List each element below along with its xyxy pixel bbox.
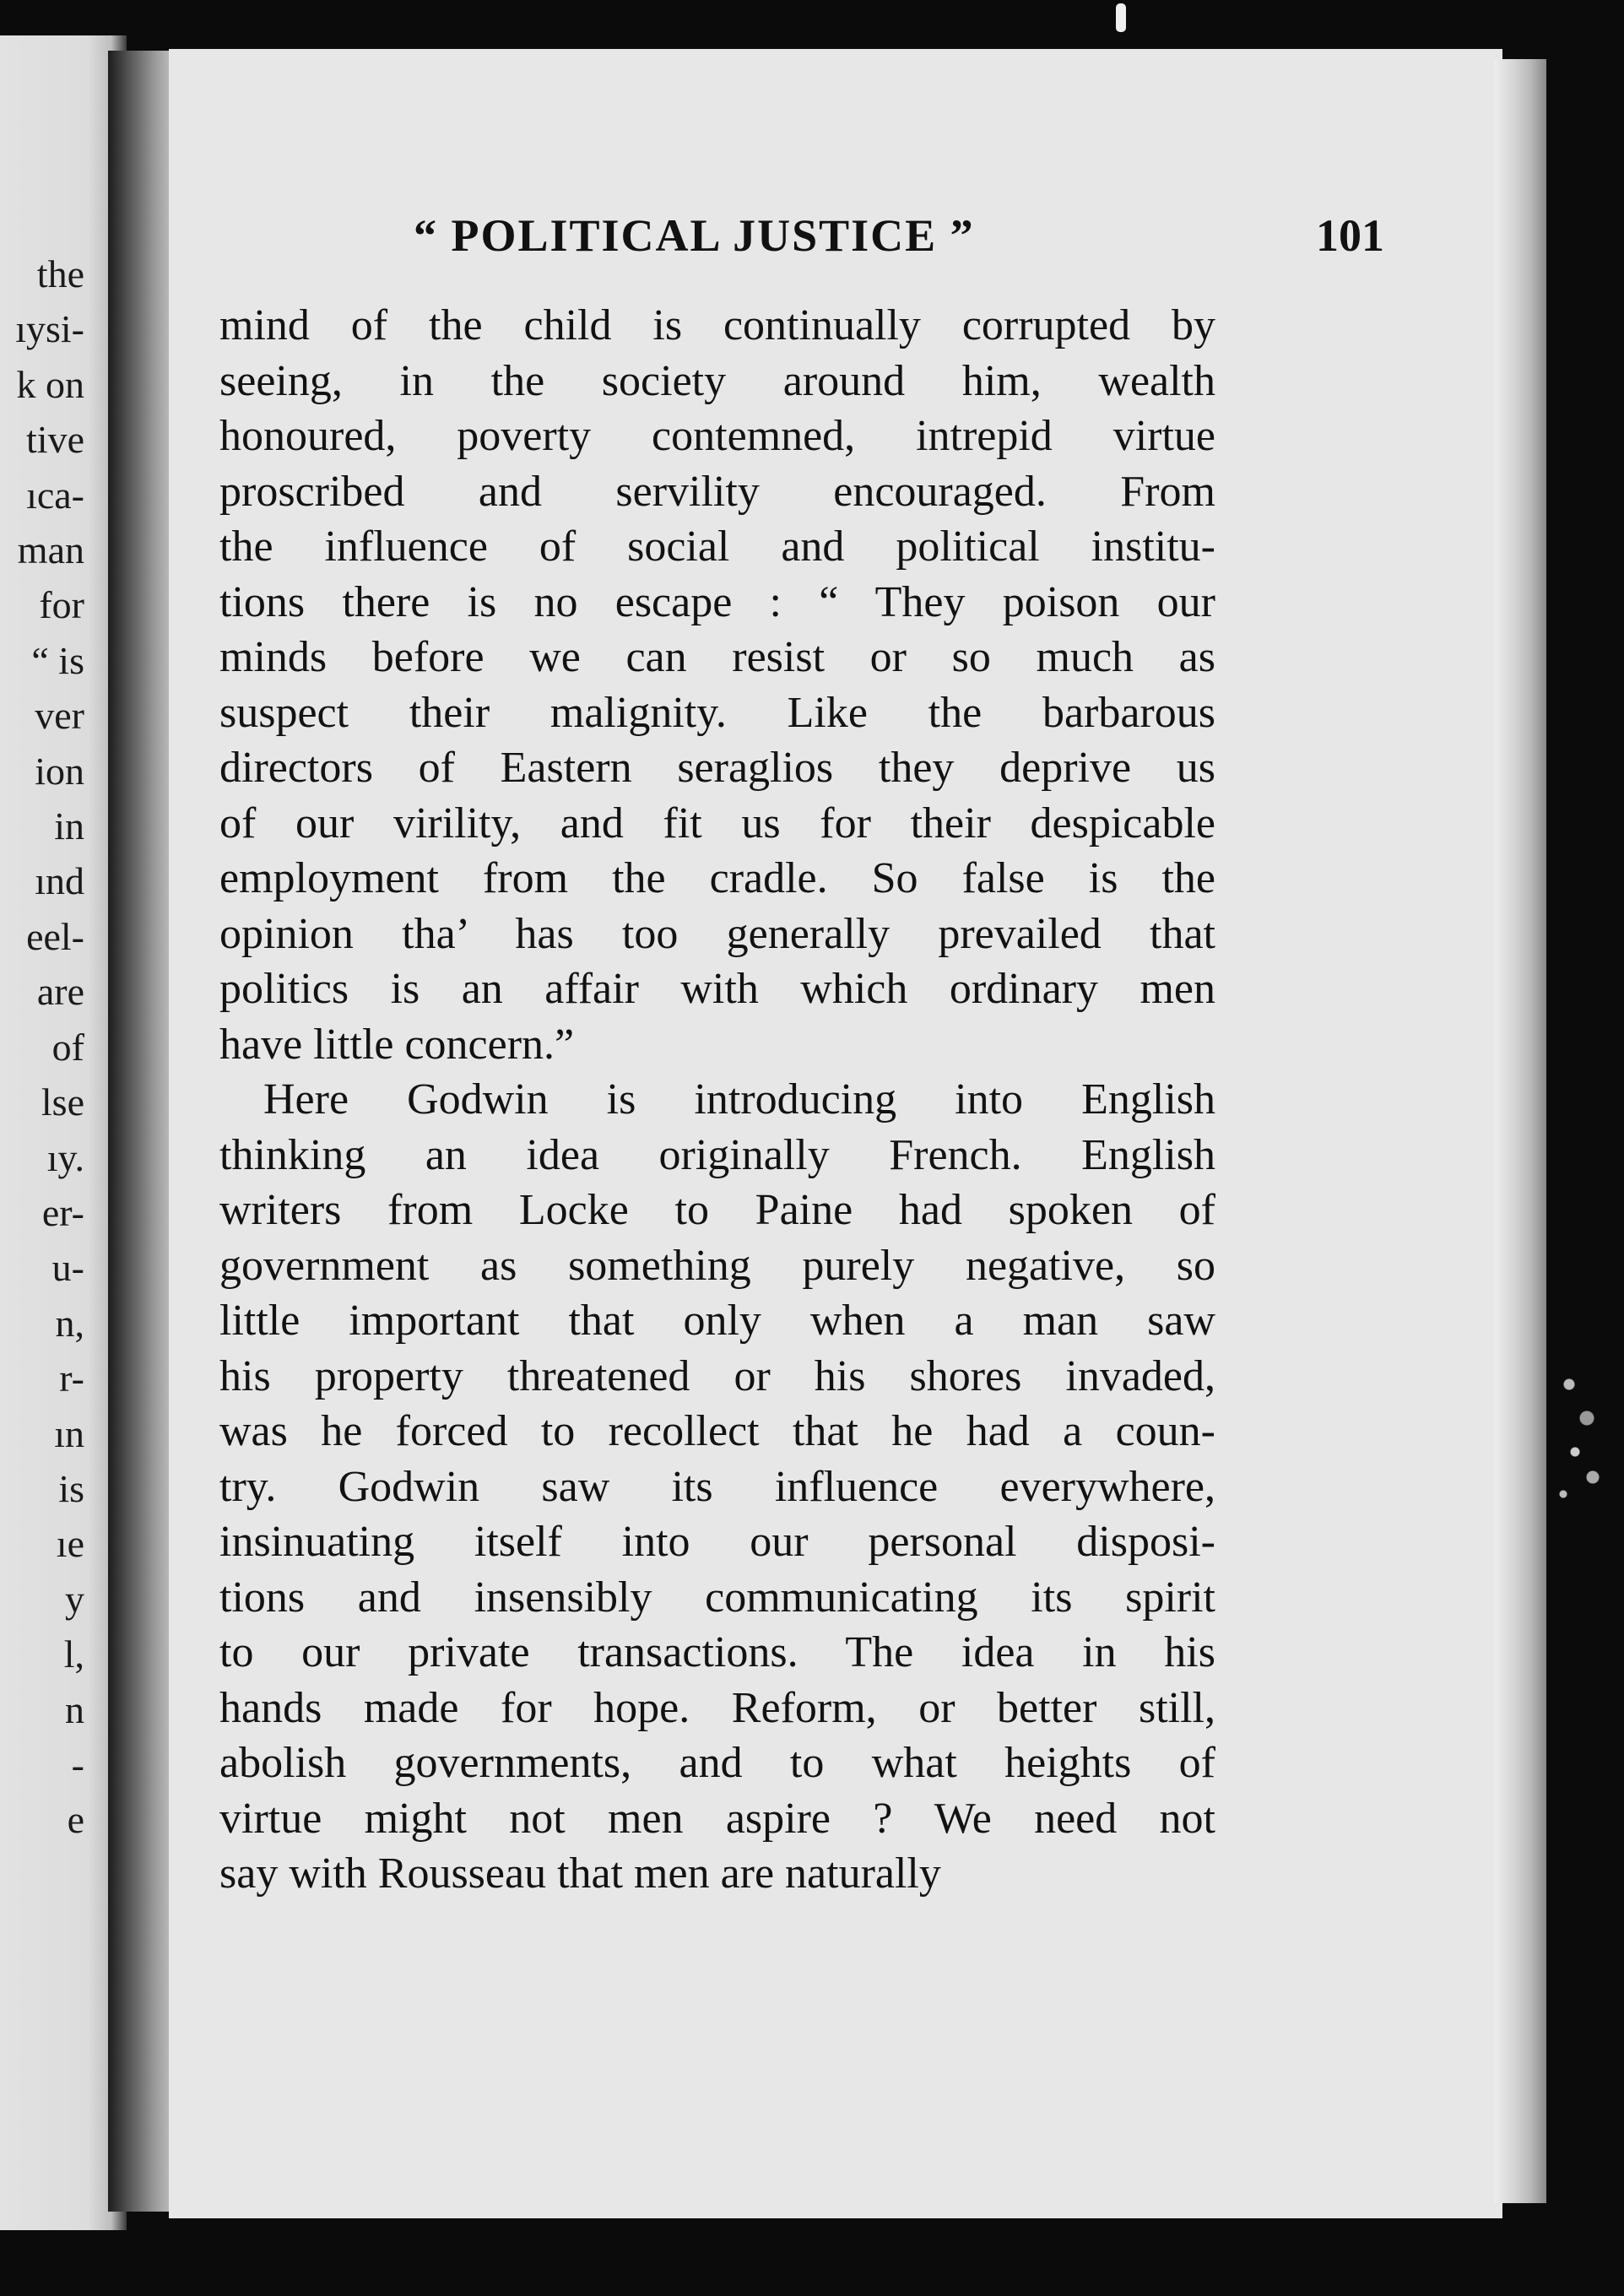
- previous-page-fragment-line: u-: [51, 1246, 84, 1290]
- previous-page-fragment-line: lse: [41, 1080, 84, 1124]
- text-line: little important that only when a man saw: [219, 1297, 1215, 1345]
- text-line: of our virility, and fit us for their despicable: [219, 799, 1215, 847]
- previous-page-fragment-line: n,: [55, 1301, 84, 1345]
- page-header: [169, 209, 1384, 268]
- text-line: thinking an idea originally French. English: [219, 1130, 1215, 1179]
- text-line: have little concern.”: [219, 1020, 575, 1069]
- previous-page-fragment-line: e: [67, 1798, 84, 1842]
- previous-page-fragment-line: are: [36, 970, 84, 1014]
- previous-page-fragment-line: ıy.: [46, 1135, 84, 1179]
- previous-page-fragment-line: ver: [35, 694, 84, 738]
- text-line: proscribed and servility encouraged. From: [219, 467, 1215, 516]
- text-line: insinuating itself into our personal disposi-: [219, 1518, 1215, 1566]
- previous-page-fragment-line: k on: [16, 362, 84, 406]
- previous-page-fragment-line: is: [58, 1466, 84, 1510]
- previous-page-fragment-line: ion: [35, 749, 84, 793]
- scan-artifact-mark: [1116, 3, 1126, 32]
- text-line: hands made for hope. Reform, or better still,: [219, 1683, 1215, 1732]
- previous-page-fragment-line: er-: [41, 1190, 84, 1234]
- text-line: abolish governments, and to what heights of: [219, 1739, 1215, 1787]
- text-line: the influence of social and political institu-: [219, 523, 1215, 571]
- previous-page-fragment-line: r-: [59, 1356, 84, 1400]
- previous-page-fragment-line: ıe: [56, 1522, 84, 1566]
- text-line: government as something purely negative, so: [219, 1241, 1215, 1290]
- scan-noise-specks: [1551, 1351, 1610, 1519]
- previous-page-fragment-line: man: [17, 528, 84, 572]
- previous-page-fragment-line: eel-: [26, 914, 84, 958]
- text-line: his property threatened or his shores invaded,: [219, 1351, 1215, 1400]
- previous-page-fragment-line: ınd: [35, 859, 84, 903]
- text-line: honoured, poverty contemned, intrepid virtue: [219, 412, 1215, 460]
- text-line: politics is an affair with which ordinary men: [219, 965, 1215, 1013]
- text-line: writers from Locke to Paine had spoken of: [219, 1186, 1215, 1234]
- previous-page-fragment-line: -: [71, 1742, 84, 1786]
- previous-page-fragment-line: “ is: [31, 638, 84, 682]
- text-line: was he forced to recollect that he had a coun-: [219, 1407, 1215, 1455]
- text-line: tions and insensibly communicating its spirit: [219, 1573, 1215, 1622]
- previous-page-fragment-line: n: [65, 1687, 84, 1731]
- text-line: Here Godwin is introducing into English: [263, 1075, 1215, 1124]
- text-line: employment from the cradle. So false is the: [219, 854, 1215, 902]
- previous-page-fragment-line: ıca-: [26, 473, 84, 517]
- text-line: virtue might not men aspire ? We need not: [219, 1794, 1215, 1843]
- previous-page-fragment-line: l,: [63, 1633, 84, 1676]
- previous-page-fragment-line: ıysi-: [15, 307, 84, 351]
- previous-page-fragment-line: in: [54, 804, 84, 848]
- text-line: opinion tha’ has too generally prevailed that: [219, 909, 1215, 958]
- previous-page-fragment-line: the: [36, 252, 84, 295]
- text-line: say with Rousseau that men are naturally: [219, 1849, 941, 1898]
- text-line: seeing, in the society around him, wealth: [219, 356, 1215, 405]
- previous-page-fragment-line: ın: [54, 1411, 84, 1455]
- previous-page-fragment-line: y: [65, 1577, 84, 1621]
- text-line: try. Godwin saw its influence everywhere,: [219, 1462, 1215, 1511]
- page-number: 101: [1316, 210, 1384, 261]
- previous-page-fragment-line: tive: [26, 418, 84, 462]
- text-line: minds before we can resist or so much as: [219, 633, 1215, 681]
- running-head: “ POLITICAL JUSTICE ”: [414, 210, 975, 261]
- text-line: directors of Eastern seraglios they deprive us: [219, 744, 1215, 792]
- page-fore-edge: [1494, 59, 1546, 2203]
- text-line: mind of the child is continually corrupted by: [219, 301, 1215, 349]
- text-line: to our private transactions. The idea in his: [219, 1628, 1215, 1676]
- previous-page-fragment-line: for: [39, 583, 84, 627]
- previous-page-line-endings: [0, 246, 84, 1848]
- previous-page-fragment-line: of: [51, 1025, 84, 1069]
- book-page: [169, 49, 1502, 2218]
- text-line: tions there is no escape : “ They poison our: [219, 577, 1215, 626]
- page-body-text: [219, 298, 1215, 1902]
- text-line: suspect their malignity. Like the barbarous: [219, 688, 1215, 737]
